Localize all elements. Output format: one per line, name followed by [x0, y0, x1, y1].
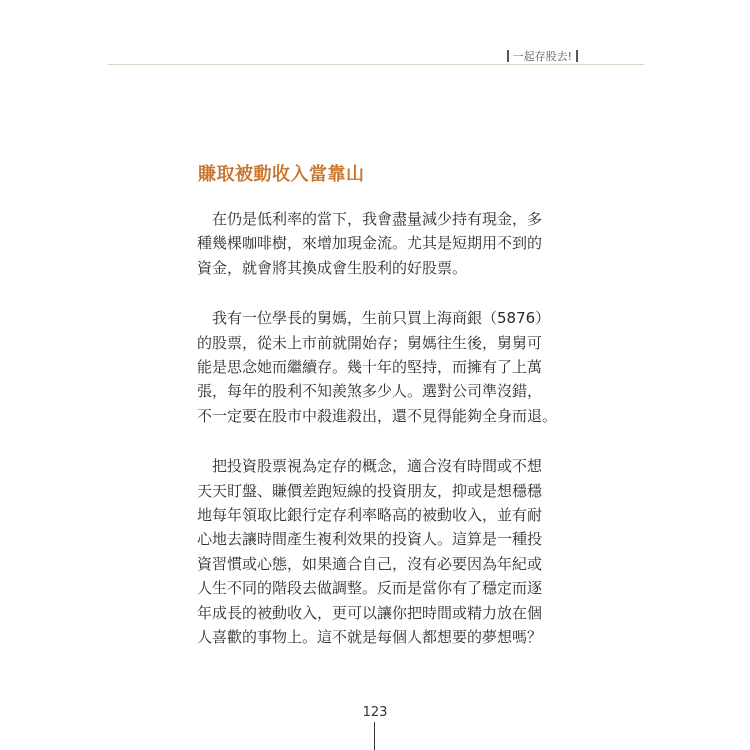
text-line: 人喜歡的事物上。這不就是每個人都想要的夢想嗎？	[197, 628, 543, 647]
text-line: 人生不同的階段去做調整。反而是當你有了穩定而逐	[197, 579, 543, 598]
body-text	[197, 207, 558, 650]
text-line: 能是思念她而繼續存。幾十年的堅持，而擁有了上萬	[197, 358, 543, 377]
header-rule	[108, 64, 644, 65]
text-line: 地每年領取比銀行定存利率略高的被動收入，並有耐	[197, 506, 543, 525]
text-line: 在仍是低利率的當下，我會盡量減少持有現金，多	[212, 210, 543, 228]
paragraph-1	[197, 207, 555, 280]
running-head-right-bar	[576, 50, 578, 62]
page-number-rule	[374, 722, 375, 750]
paragraph-3	[197, 454, 555, 649]
running-head-title: 一起存股去!	[512, 50, 572, 63]
text-line: 資習慣或心態，如果適合自己，沒有必要因為年紀或	[197, 554, 543, 573]
text-line: 天天盯盤、賺價差跑短線的投資朋友，抑或是想穩穩	[197, 481, 543, 500]
page-number: 123	[362, 705, 388, 720]
text-line: 種幾棵咖啡樹，來增加現金流。尤其是短期用不到的	[197, 234, 543, 253]
text-line: 的股票，從未上市前就開始存；舅媽往生後，舅舅可	[197, 333, 543, 352]
running-head	[507, 48, 578, 64]
paragraph-2	[197, 306, 558, 428]
running-head-left-bar	[507, 50, 509, 62]
section-title: 賺取被動收入當靠山	[198, 164, 365, 185]
text-line: 心地去讓時間產生複利效果的投資人。這算是一種投	[197, 530, 543, 549]
text-line: 資金，就會將其換成會生股利的好股票。	[197, 258, 468, 277]
text-line: 不一定要在股市中殺進殺出，還不見得能夠全身而退。	[197, 406, 558, 425]
text-line: 我有一位學長的舅媽，生前只買上海商銀（5876）	[212, 309, 551, 328]
text-line: 張，每年的股利不知羨煞多少人。選對公司準沒錯，	[197, 382, 543, 401]
text-line: 年成長的被動收入，更可以讓你把時間或精力放在個	[197, 603, 543, 622]
text-line: 把投資股票視為定存的概念，適合沒有時間或不想	[212, 457, 543, 476]
